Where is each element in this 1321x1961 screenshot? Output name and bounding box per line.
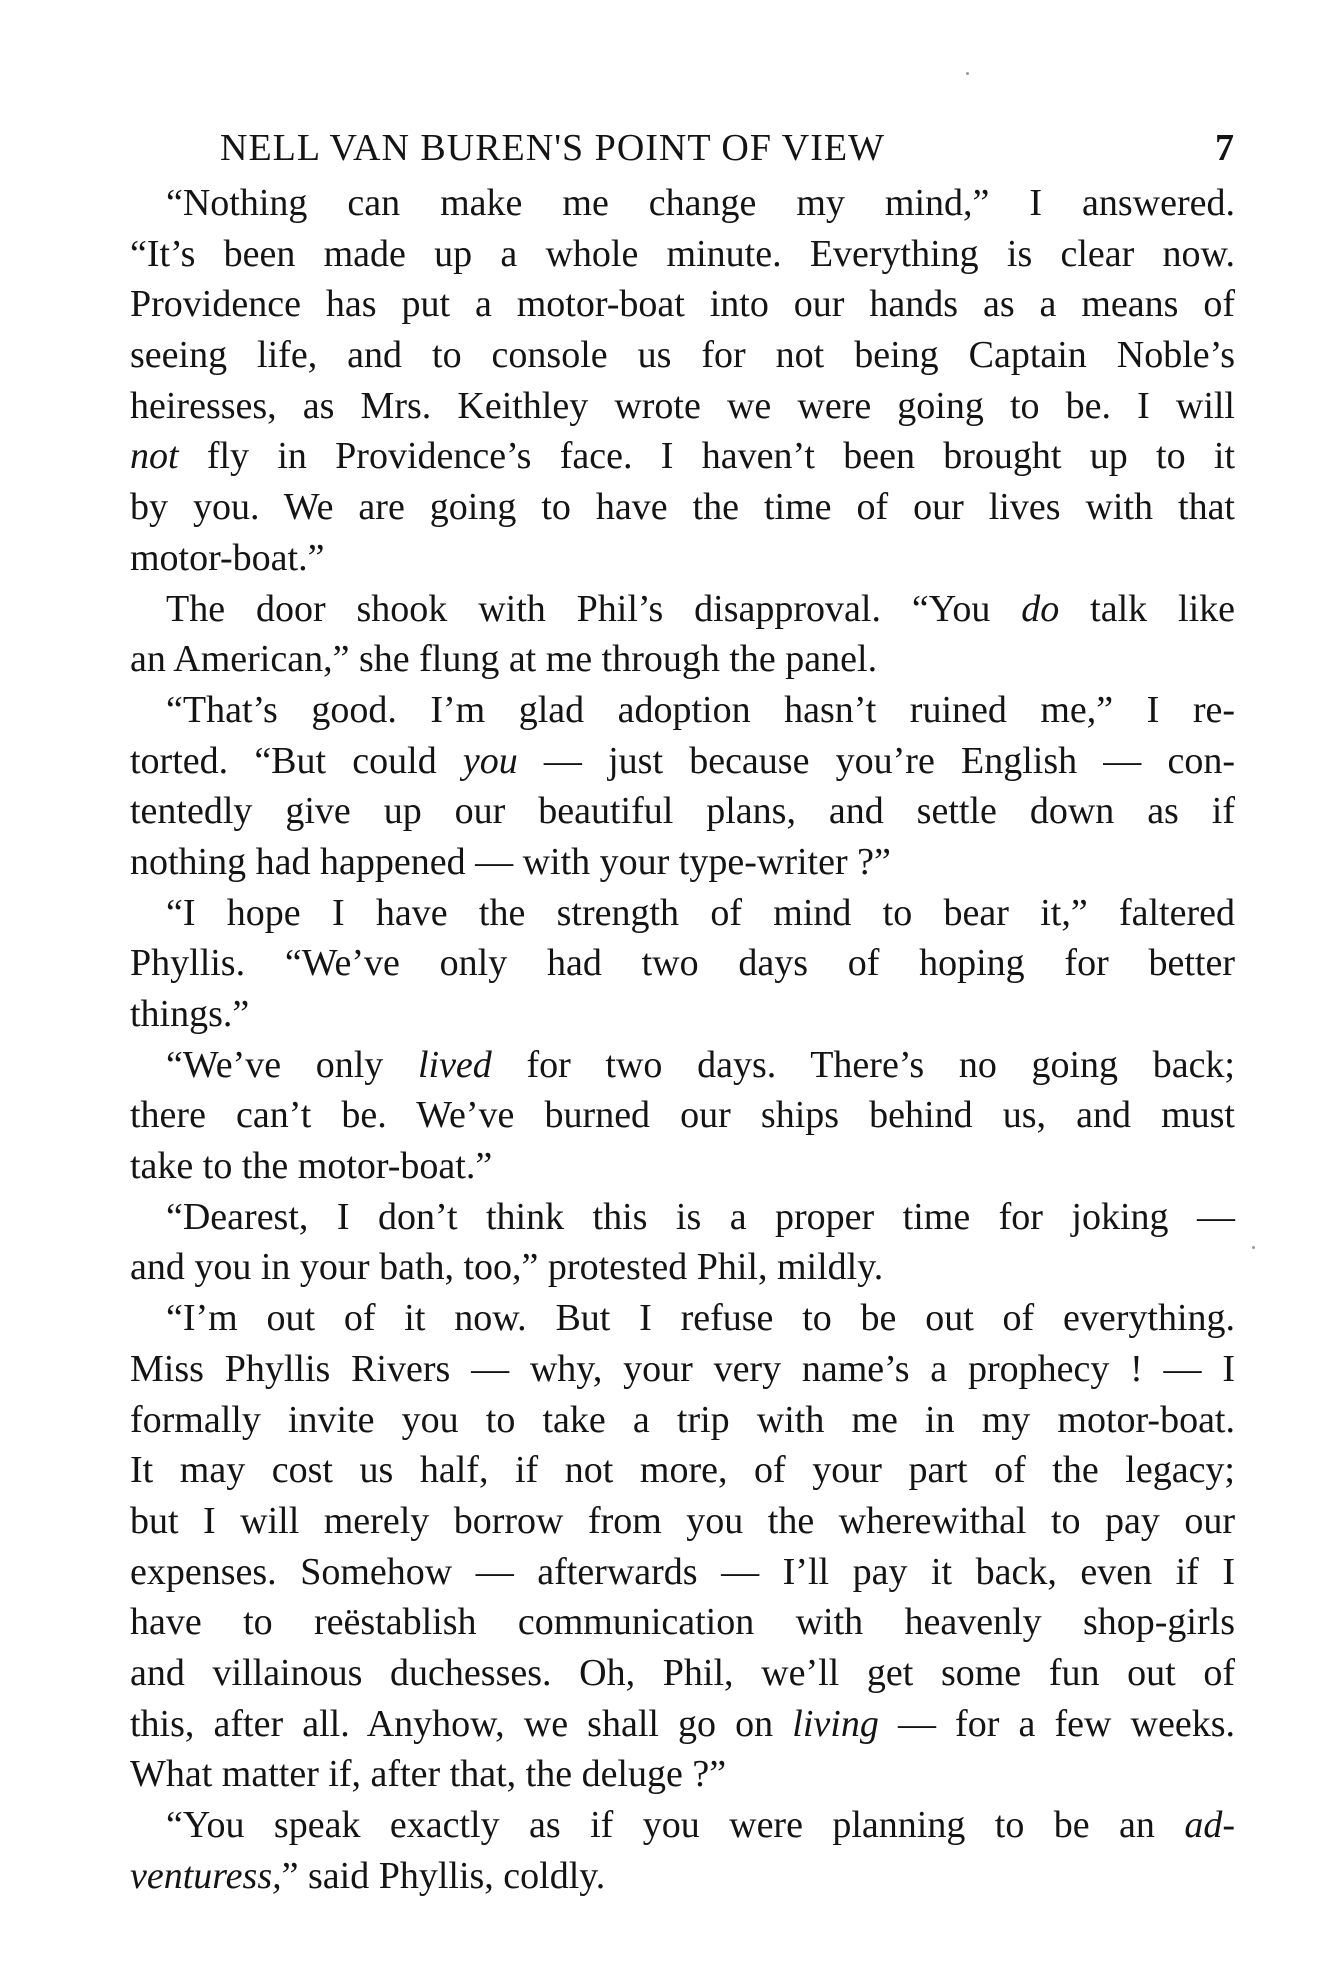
text-run: “That’s good. I’m glad adoption hasn’t ruined me,” I re- (166, 688, 1235, 731)
text-run: “It’s been made up a whole minute. Everything is clear now. (130, 232, 1235, 275)
text-line (130, 634, 1235, 685)
text-line (130, 736, 1235, 787)
text-run: talk like (1059, 587, 1236, 630)
text-line (130, 685, 1235, 736)
text-line (130, 1090, 1235, 1141)
text-line (130, 584, 1235, 635)
chapter-title: NELL VAN BUREN'S POINT OF VIEW (220, 127, 885, 169)
text-run: “Dearest, I don’t think this is a proper time for joking — (166, 1195, 1235, 1238)
text-run: “I hope I have the strength of mind to bear it,” faltered (166, 891, 1235, 934)
text-line (130, 1141, 1235, 1192)
text-run: by you. We are going to have the time of our lives with that (130, 486, 1235, 529)
text-run: and you in your bath, too,” protested Phil, mildly. (130, 1246, 884, 1289)
text-line (130, 1395, 1235, 1446)
text-line (130, 1192, 1235, 1243)
text-run: seeing life, and to console us for not being Captain Noble’s (130, 334, 1235, 377)
text-line (130, 1445, 1235, 1496)
italic-text: venturess, (130, 1854, 282, 1897)
text-line (130, 279, 1235, 330)
paragraph (130, 584, 1235, 685)
paragraph (130, 1293, 1235, 1800)
text-line (130, 1648, 1235, 1699)
text-run: formally invite you to take a trip with me in my motor-boat. (130, 1398, 1235, 1441)
text-run: tentedly give up our beautiful plans, and settle down as if (130, 790, 1235, 833)
text-line (130, 786, 1235, 837)
italic-text: you (462, 739, 518, 782)
text-run: motor-boat.” (130, 536, 325, 579)
text-line (130, 1597, 1235, 1648)
paragraph (130, 685, 1235, 888)
paper-speck (966, 72, 969, 75)
text-line (130, 1800, 1235, 1851)
text-run: “Nothing can make me change my mind,” I answered. (166, 182, 1235, 224)
page-number: 7 (1215, 127, 1235, 169)
text-run: an American,” she flung at me through the panel. (130, 638, 878, 681)
italic-text: lived (417, 1043, 492, 1086)
text-line (130, 1293, 1235, 1344)
text-run: for two days. There’s no going back; (491, 1043, 1235, 1086)
running-head (220, 118, 1235, 178)
text-run: What matter if, after that, the deluge ?” (130, 1753, 727, 1796)
text-line (130, 1749, 1235, 1800)
text-run: but I will merely borrow from you the wherewithal to pay our (130, 1499, 1235, 1542)
paper-speck (1252, 1246, 1255, 1249)
text-line (130, 533, 1235, 584)
text-run: — just because you’re English — con- (517, 739, 1235, 782)
text-line (130, 938, 1235, 989)
text-line (130, 1699, 1235, 1750)
body-text (130, 178, 1235, 1901)
text-run: “We’ve only (166, 1043, 418, 1086)
text-run: ” said Phyllis, coldly. (281, 1854, 606, 1897)
paragraph (130, 888, 1235, 1040)
text-line (130, 482, 1235, 533)
text-line (130, 888, 1235, 939)
text-run: there can’t be. We’ve burned our ships behind us, and must (130, 1094, 1235, 1137)
text-run: heiresses, as Mrs. Keithley wrote we were going to be. I will (130, 384, 1235, 427)
text-line (130, 431, 1235, 482)
text-run: have to reëstablish communication with heavenly shop-girls (130, 1601, 1235, 1644)
paragraph (130, 1192, 1235, 1293)
italic-text: living (792, 1702, 879, 1745)
text-run: fly in Providence’s face. I haven’t been brought up to it (178, 435, 1235, 478)
italic-text: ad- (1184, 1804, 1235, 1846)
text-run: things.” (130, 993, 250, 1035)
text-line (130, 178, 1235, 229)
text-line (130, 381, 1235, 432)
text-line (130, 837, 1235, 888)
text-line (130, 1851, 1235, 1902)
text-run: “I’m out of it now. But I refuse to be out of everything. (166, 1297, 1235, 1340)
italic-text: do (1021, 587, 1060, 630)
paragraph (130, 1040, 1235, 1192)
text-run: expenses. Somehow — afterwards — I’ll pay it back, even if I (130, 1550, 1235, 1593)
paragraph (130, 178, 1235, 584)
text-run: Providence has put a motor-boat into our hands as a means of (130, 283, 1235, 326)
text-line (130, 229, 1235, 280)
text-run: and villainous duchesses. Oh, Phil, we’ll get some fun out of (130, 1651, 1235, 1694)
text-line (130, 330, 1235, 381)
text-line (130, 1496, 1235, 1547)
text-line (130, 1242, 1235, 1293)
text-run: The door shook with Phil’s disapproval. “You (166, 587, 1022, 630)
text-run: torted. “But could (130, 739, 463, 782)
paragraph (130, 1800, 1235, 1901)
text-run: nothing had happened — with your type-writer ?” (130, 840, 891, 883)
text-run: “You speak exactly as if you were planning to be an (166, 1804, 1185, 1846)
text-run: It may cost us half, if not more, of your part of the legacy; (130, 1449, 1235, 1492)
text-line (130, 1344, 1235, 1395)
italic-text: not (130, 435, 179, 478)
text-run: this, after all. Anyhow, we shall go on (130, 1702, 793, 1745)
text-run: Miss Phyllis Rivers — why, your very name’s a prophecy ! — I (130, 1347, 1235, 1390)
text-line (130, 1547, 1235, 1598)
text-run: take to the motor-boat.” (130, 1145, 493, 1188)
text-line (130, 1040, 1235, 1091)
text-line (130, 989, 1235, 1040)
text-run: — for a few weeks. (878, 1702, 1235, 1745)
text-run: Phyllis. “We’ve only had two days of hoping for better (130, 942, 1235, 985)
